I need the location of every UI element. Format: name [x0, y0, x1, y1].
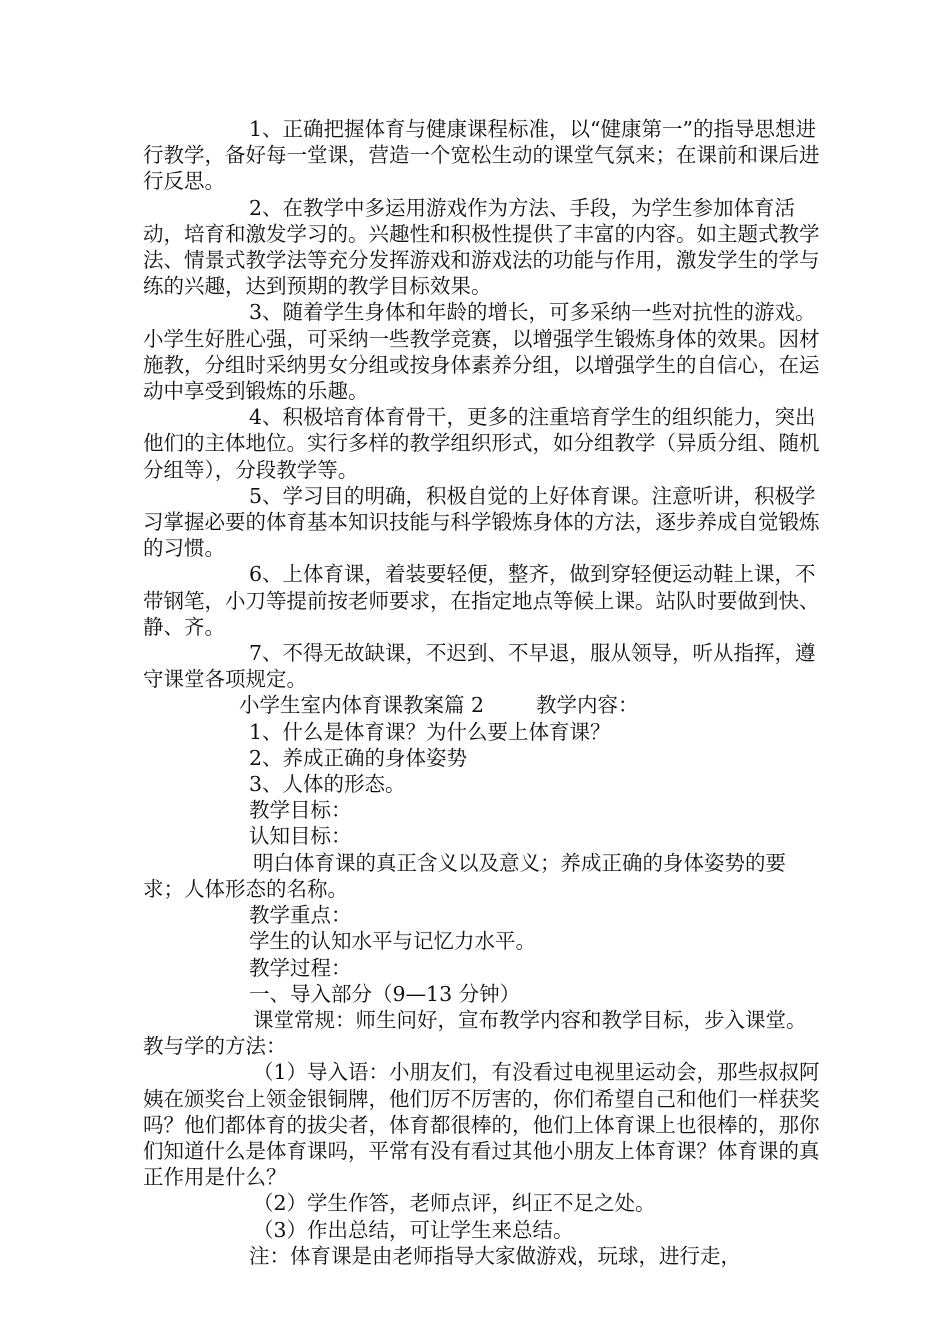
section-heading-line [143, 692, 823, 718]
goals-label: 教学目标： [249, 798, 352, 823]
paragraph-1: 1、正确把握体育与健康课程标准，以“健康第一”的指导思想进行教学，备好每一堂课，营造一个宽松生动的课堂气氛来；在课前和课后进行反思。 [143, 117, 820, 194]
paragraph-4: 4、积极培育体育骨干，更多的注重培育学生的组织能力，突出他们的主体地位。实行多样的教学组织形式，如分组教学（异质分组、随机分组等），分段教学等。 [143, 405, 820, 482]
process-label: 教学过程： [249, 955, 352, 980]
paragraph-5: 5、学习目的明确，积极自觉的上好体育课。注意听讲，积极学习掌握必要的体育基本知识技能与科学锻炼身体的方法，逐步养成自觉锻炼的习惯。 [143, 483, 820, 561]
method-1: （1）导入语：小朋友们，有没看过电视里运动会，那些叔叔阿姨在颁奖台上领金银铜牌，他们厉不厉害的，你们希望自己和他们一样获奖吗？他们都体育的拔尖者，体育都很棒的，他们上体育课上也很棒的，那你们知道什么是体育课吗，平常有没有看过其他小朋友上体育课？体育课的真正作用是什么？ [143, 1060, 820, 1190]
routine-text: 课堂常规：师生问好，宣布教学内容和教学目标，步入课堂。教与学的方法： [143, 1007, 807, 1059]
paragraph-2: 2、在教学中多运用游戏作为方法、手段，为学生参加体育活动，培育和激发学习的。兴趣性和积极性提供了丰富的内容。如主题式教学法、情景式教学法等充分发挥游戏和游戏法的功能与作用，激发学生的学与练的兴趣，达到预期的教学目标效果。 [143, 195, 820, 299]
paragraph-6: 6、上体育课，着装要轻便，整齐，做到穿轻便运动鞋上课，不带钢笔，小刀等提前按老师要求，在指定地点等候上课。站队时要做到快、静、齐。 [143, 562, 820, 639]
cognitive-label: 认知目标： [249, 824, 352, 849]
note-text: 注：体育课是由老师指导大家做游戏，玩球，进行走， [249, 1243, 741, 1268]
section-label: 教学内容： [536, 693, 639, 718]
content-item-3: 3、人体的形态。 [249, 772, 406, 797]
paragraph-7: 7、不得无故缺课，不迟到、不早退，服从领导，听从指挥，遵守课堂各项规定。 [143, 641, 816, 692]
content-item-1: 1、什么是体育课？为什么要上体育课？ [249, 719, 611, 744]
method-2: （2）学生作答，老师点评，纠正不足之处。 [253, 1191, 656, 1216]
content-item-2: 2、养成正确的身体姿势 [249, 745, 468, 770]
paragraph-3: 3、随着学生身体和年龄的增长，可多采纳一些对抗性的游戏。小学生好胜心强，可采纳一些教学竞赛，以增强学生锻炼身体的效果。因材施教，分组时采纳男女分组或按身体素养分组，以增强学生的自信心，在运动中享受到锻炼的乐趣。 [143, 300, 820, 404]
method-3: （3）作出总结，可让学生来总结。 [253, 1217, 574, 1242]
section-title: 小学生室内体育课教案篇 2 [239, 693, 485, 718]
key-text: 学生的认知水平与记忆力水平。 [249, 929, 536, 954]
key-label: 教学重点： [249, 903, 352, 928]
document-body [143, 116, 823, 1269]
part-one-heading: 一、导入部分（9—13 分钟） [249, 981, 521, 1006]
cognitive-text: 明白体育课的真正含义以及意义；养成正确的身体姿势的要求；人体形态的名称。 [143, 850, 786, 901]
